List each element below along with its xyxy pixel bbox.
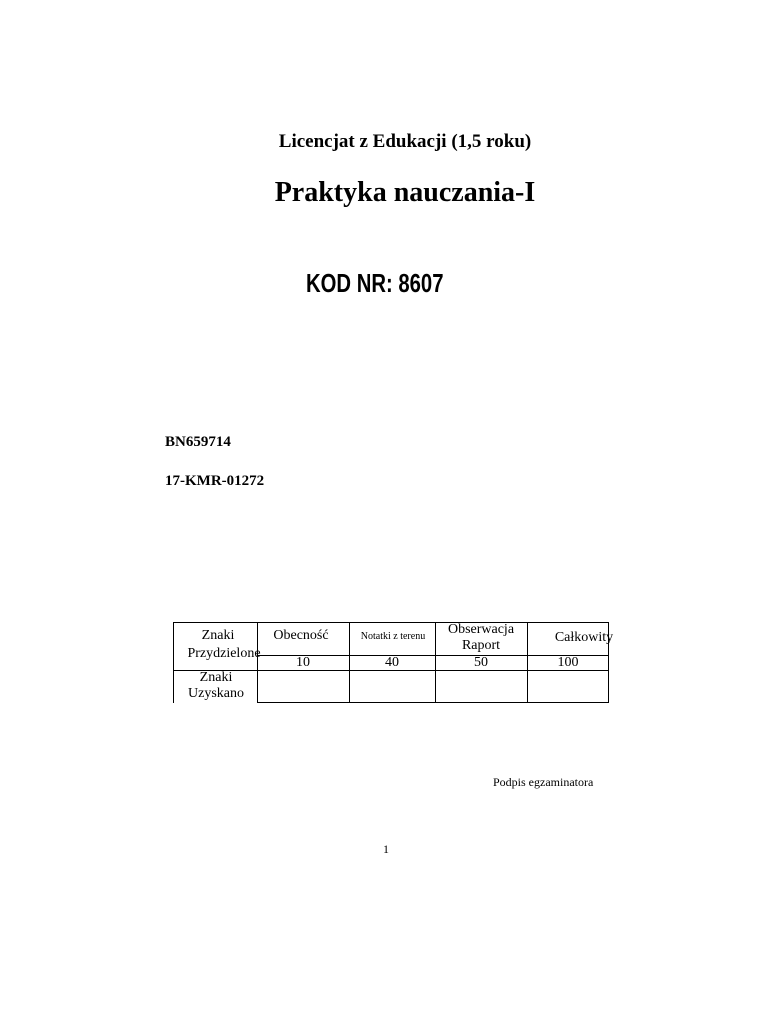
examiner-signature-label: Podpis egzaminatora bbox=[493, 775, 594, 789]
allocated-total-value: 100 bbox=[557, 655, 579, 670]
registration-number: 17-KMR-01272 bbox=[165, 473, 265, 489]
table-border-bottom bbox=[257, 702, 609, 703]
row-label-allocated-line2: Przydzielone bbox=[187, 646, 261, 661]
row-label-obtained bbox=[175, 670, 257, 702]
document-title: Praktyka nauczania-I bbox=[274, 177, 536, 208]
column-header-observation-report bbox=[435, 622, 527, 654]
document-subtitle: Licencjat z Edukacji (1,5 roku) bbox=[278, 131, 532, 152]
student-id-number: BN659714 bbox=[165, 434, 231, 450]
allocated-field-notes-value: 40 bbox=[385, 655, 399, 670]
column-header-total: Całkowity bbox=[554, 630, 614, 645]
table-border-top bbox=[173, 622, 609, 623]
column-header-observation-line1: Obserwacja bbox=[447, 622, 515, 637]
column-header-observation-line2: Raport bbox=[461, 638, 501, 653]
allocated-attendance-value: 10 bbox=[296, 655, 310, 670]
allocated-observation-value: 50 bbox=[474, 655, 488, 670]
row-label-obtained-line1: Znaki bbox=[199, 670, 233, 685]
column-header-field-notes: Notatki z terenu bbox=[360, 631, 426, 642]
row-label-obtained-line2: Uzyskano bbox=[188, 686, 244, 701]
table-border-left bbox=[173, 622, 174, 703]
row-label-allocated bbox=[181, 628, 255, 644]
row-label-allocated-line1: Znaki bbox=[201, 628, 235, 643]
marks-table bbox=[173, 622, 614, 703]
page-number: 1 bbox=[383, 842, 389, 856]
column-header-attendance: Obecność bbox=[273, 628, 329, 643]
course-code: KOD NR: 8607 bbox=[306, 268, 444, 298]
